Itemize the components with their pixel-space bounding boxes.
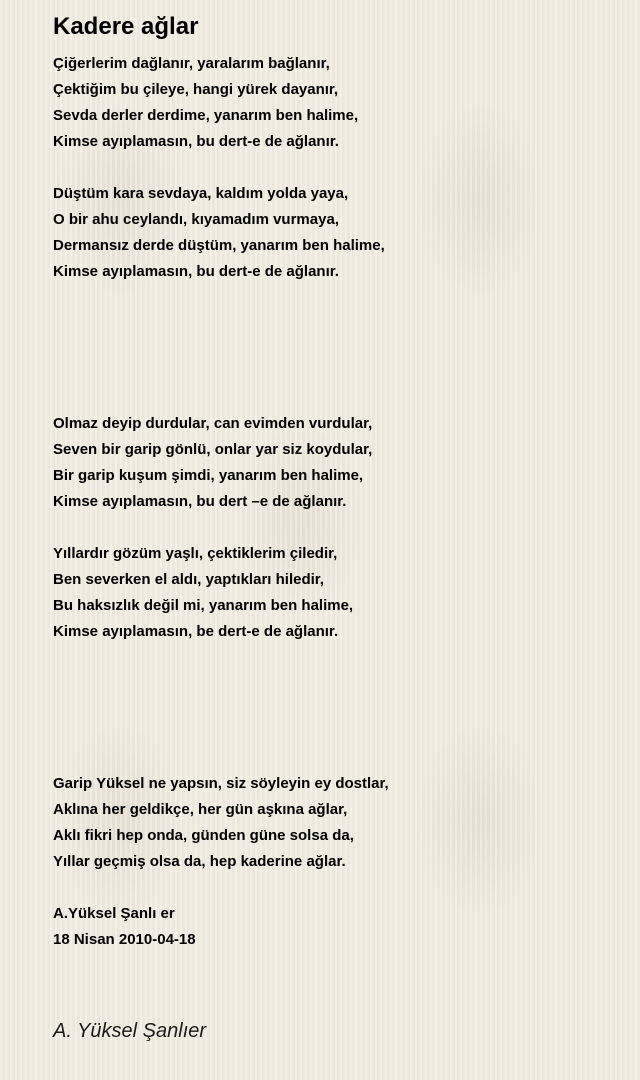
poem-line: Çiğerlerim dağlanır, yaralarım bağlanır, bbox=[53, 55, 330, 72]
poem-line: Çektiğim bu çileye, hangi yürek dayanır, bbox=[53, 81, 339, 98]
poem-line: O bir ahu ceylandı, kıyamadım vurmaya, bbox=[53, 211, 339, 228]
poem-line: Seven bir garip gönlü, onlar yar siz koydular, bbox=[53, 441, 373, 458]
poem-line: Bir garip kuşum şimdi, yanarım ben halime, bbox=[53, 467, 364, 484]
stanza-4 bbox=[53, 541, 353, 645]
stanza-1 bbox=[53, 51, 358, 155]
poem-line: Kimse ayıplamasın, bu dert-e de ağlanır. bbox=[53, 263, 339, 280]
poem-line: Kimse ayıplamasın, be dert-e de ağlanır. bbox=[53, 623, 339, 640]
poem-line: Ben severken el aldı, yaptıkları hiledir, bbox=[53, 571, 324, 588]
author-signature: A. Yüksel Şanlıer bbox=[53, 1020, 207, 1042]
poem-line: Aklına her geldikçe, her gün aşkına ağlar, bbox=[53, 801, 348, 818]
poem-line: Düştüm kara sevdaya, kaldım yolda yaya, bbox=[53, 185, 349, 202]
author-line: A.Yüksel Şanlı er bbox=[53, 905, 175, 922]
stanza-5 bbox=[53, 771, 389, 875]
poem-title: Kadere ağlar bbox=[53, 13, 199, 40]
stanza-2 bbox=[53, 181, 385, 285]
author-info bbox=[53, 901, 196, 953]
stanza-3 bbox=[53, 411, 372, 515]
poem-line: Garip Yüksel ne yapsın, siz söyleyin ey dostlar, bbox=[53, 775, 389, 792]
poem-line: Bu haksızlık değil mi, yanarım ben halime, bbox=[53, 597, 354, 614]
poem-line: Dermansız derde düştüm, yanarım ben halime, bbox=[53, 237, 385, 254]
poem-line: Yıllardır gözüm yaşlı, çektiklerim çiledir, bbox=[53, 545, 338, 562]
poem-line: Kimse ayıplamasın, bu dert-e de ağlanır. bbox=[53, 133, 339, 150]
poem-line: Kimse ayıplamasın, bu dert –e de ağlanır. bbox=[53, 493, 347, 510]
poem-line: Yıllar geçmiş olsa da, hep kaderine ağlar. bbox=[53, 853, 346, 870]
date-line: 18 Nisan 2010-04-18 bbox=[53, 931, 196, 948]
poem-line: Olmaz deyip durdular, can evimden vurdular, bbox=[53, 415, 373, 432]
poem-line: Sevda derler derdime, yanarım ben halime, bbox=[53, 107, 359, 124]
poem-line: Aklı fikri hep onda, günden güne solsa da, bbox=[53, 827, 354, 844]
